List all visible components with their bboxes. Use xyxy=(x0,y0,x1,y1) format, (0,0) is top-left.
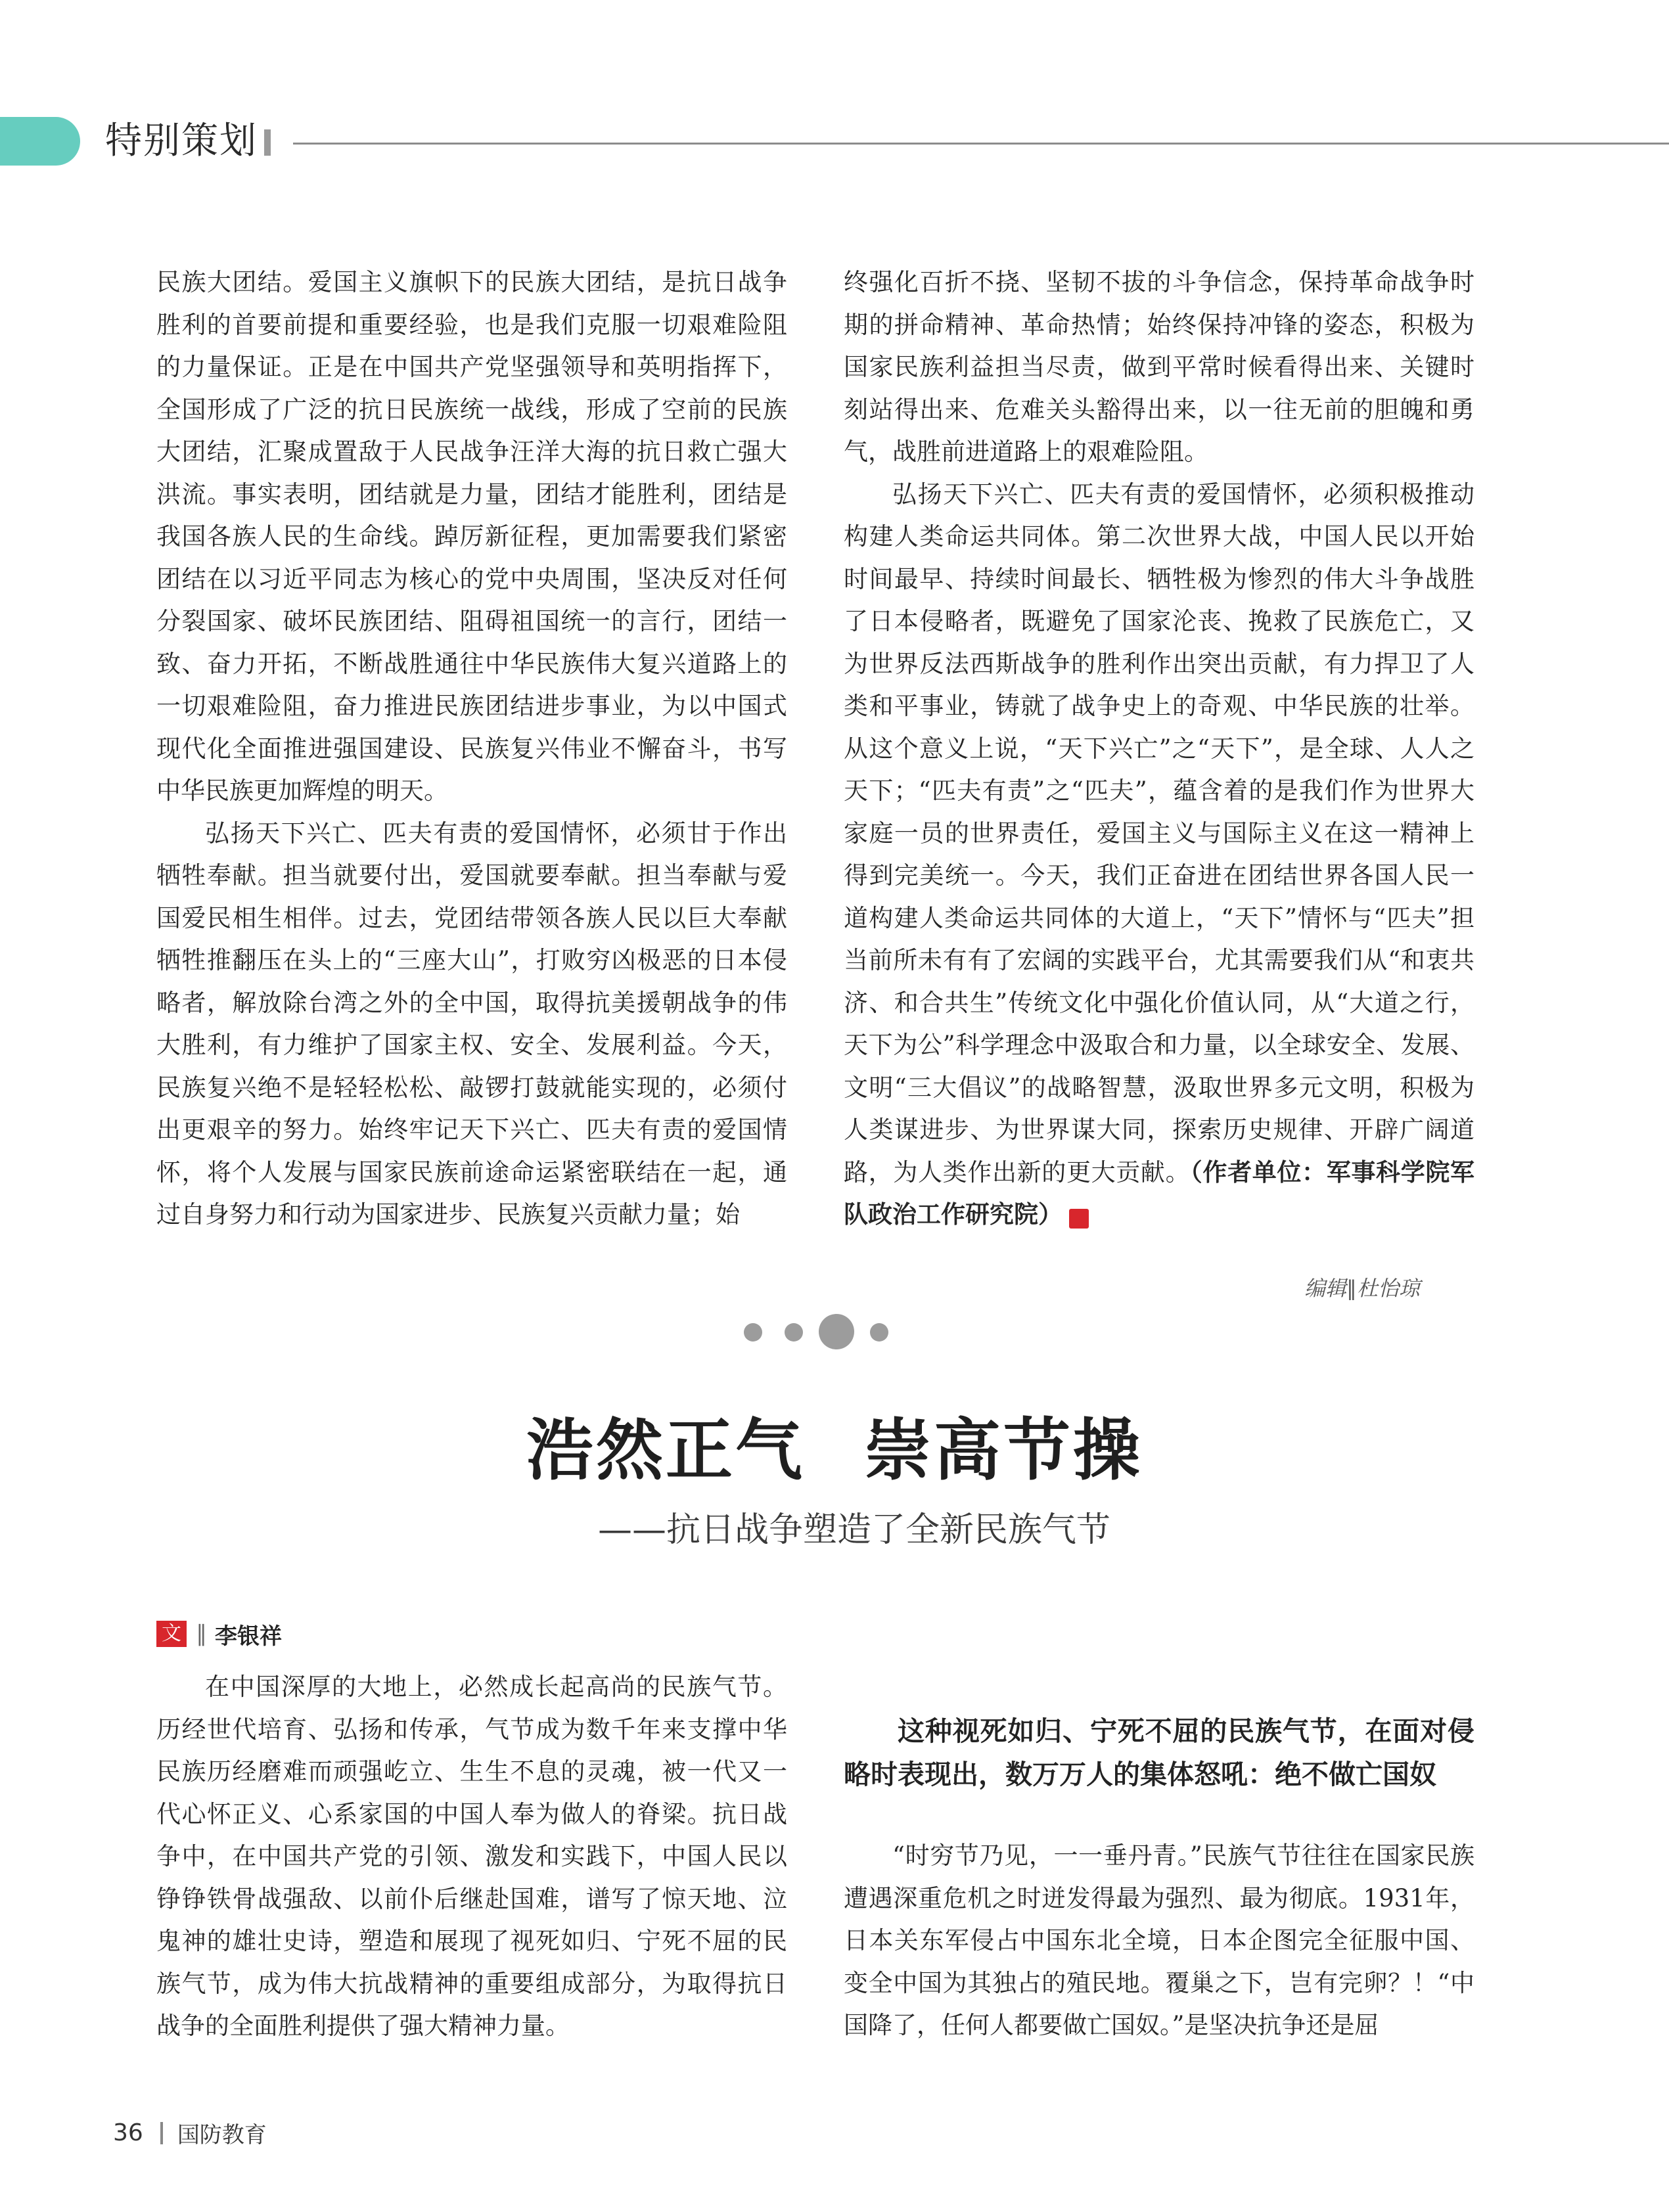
magazine-name: 国防教育 xyxy=(177,2122,267,2148)
page-number: 36 xyxy=(113,2119,143,2146)
article1-left-column xyxy=(156,261,787,1236)
author-byline xyxy=(156,1620,282,1648)
footer-divider xyxy=(160,2122,163,2144)
article-subtitle: ——抗日战争塑造了全新民族气节 xyxy=(597,1510,1110,1550)
article2-paragraph: “时穷节乃见，一一垂丹青。”民族气节往往在国家民族遭遇深重危机之时迸发得最为强烈、最为彻底。1931年，日本关东军侵占中国东北全境，日本企图完全征服中国、变全中国为其独占的殖民地。覆巢之下，岂有完卵？！“中国降了，任何人都要做亡国奴。”是坚决抗争还是屈 xyxy=(844,1841,1475,2039)
section-label: 特别策划 xyxy=(105,120,258,162)
dot-icon xyxy=(870,1323,888,1342)
dot-icon xyxy=(785,1323,803,1342)
section-tab-decoration xyxy=(0,117,80,166)
article2-paragraph: 在中国深厚的大地上，必然成长起高尚的民族气节。历经世代培育、弘扬和传承，气节成为数千年来支撑中华民族历经磨难而顽强屹立、生生不息的灵魂，被一代又一代心怀正义、心系家国的中国人奉为做人的脊梁。抗日战争中，在中国共产党的引领、激发和实践下，中国人民以铮铮铁骨战强敌、以前仆后继赴国难，谱写了惊天地、泣鬼神的雄壮史诗，塑造和展现了视死如归、宁死不屈的民族气节，成为伟大抗战精神的重要组成部分，为取得抗日战争的全面胜利提供了强大精神力量。 xyxy=(156,1673,787,2040)
dot-icon xyxy=(744,1323,762,1342)
article1-paragraph: 民族大团结。爱国主义旗帜下的民族大团结，是抗日战争胜利的首要前提和重要经验，也是我们克服一切艰难险阻的力量保证。正是在中国共产党坚强领导和英明指挥下，全国形成了广泛的抗日民族统一战线，形成了空前的民族大团结，汇聚成置敌于人民战争汪洋大海的抗日救亡强大洪流。事实表明，团结就是力量，团结才能胜利，团结是我国各族人民的生命线。踔厉新征程，更加需要我们紧密团结在以习近平同志为核心的党中央周围，坚决反对任何分裂国家、破坏民族团结、阻碍祖国统一的言行，团结一致、奋力开拓，不断战胜通往中华民族伟大复兴道路上的一切艰难险阻，奋力推进民族团结进步事业，为以中国式现代化全面推进强国建设、民族复兴伟业不懈奋斗，书写中华民族更加辉煌的明天。 xyxy=(156,268,787,805)
dot-icon xyxy=(819,1314,854,1349)
author-affiliation: （作者单位：军事科学院军队政治工作研究院） xyxy=(844,1158,1475,1229)
title-part-a: 浩然正气 xyxy=(526,1412,805,1490)
article1-paragraph: 弘扬天下兴亡、匹夫有责的爱国情怀，必须甘于作出牺牲奉献。担当就要付出，爱国就要奉献。担当奉献与爱国爱民相生相伴。过去，党团结带领各族人民以巨大奉献牺牲推翻压在头上的“三座大山”，打败穷凶极恶的日本侵略者，解放除台湾之外的全中国，取得抗美援朝战争的伟大胜利，有力维护了国家主权、安全、发展利益。今天，民族复兴绝不是轻轻松松、敲锣打鼓就能实现的，必须付出更艰辛的努力。始终牢记天下兴亡、匹夫有责的爱国情怀，将个人发展与国家民族前途命运紧密联结在一起，通过自身努力和行动为国家进步、民族复兴贡献力量；始 xyxy=(156,819,787,1229)
header-divider-bar xyxy=(264,129,271,156)
editor-credit: 编辑∥杜怡琼 xyxy=(1304,1276,1421,1301)
section-heading: 这种视死如归、宁死不屈的民族气节，在面对侵略时表现出，数万万人的集体怒吼：绝不做亡国奴 xyxy=(844,1715,1475,1790)
article1-paragraph xyxy=(844,474,1475,1236)
article1-paragraph: 终强化百折不挠、坚韧不拔的斗争信念，保持革命战争时期的拼命精神、革命热情；始终保持冲锋的姿态，积极为国家民族利益担当尽责，做到平常时候看得出来、关键时刻站得出来、危难关头豁得出来，以一往无前的胆魄和勇气，战胜前进道路上的艰难险阻。 xyxy=(844,268,1475,466)
end-mark-icon: G xyxy=(1069,1209,1089,1229)
header-rule xyxy=(293,143,1669,145)
article2-left-column xyxy=(156,1666,787,2048)
article-title xyxy=(0,1409,1669,1494)
title-part-b: 崇高节操 xyxy=(864,1412,1143,1490)
author-name: 李银祥 xyxy=(215,1623,282,1650)
page-footer xyxy=(113,2117,267,2149)
article2-right-column xyxy=(844,1835,1475,2047)
article1-right-column xyxy=(844,261,1475,1236)
article1-paragraph-text: 弘扬天下兴亡、匹夫有责的爱国情怀，必须积极推动构建人类命运共同体。第二次世界大战，中国人民以开始时间最早、持续时间最长、牺牲极为惨烈的伟大斗争战胜了日本侵略者，既避免了国家沦丧、挽救了民族危亡，又为世界反法西斯战争的胜利作出突出贡献，有力捍卫了人类和平事业，铸就了战争史上的奇观、中华民族的壮举。从这个意义上说，“天下兴亡”之“天下”，是全球、人人之天下；“匹夫有责”之“匹夫”，蕴含着的是我们作为世界大家庭一员的世界责任，爱国主义与国际主义在这一精神上得到完美统一。今天，我们正奋进在团结世界各国人民一道构建人类命运共同体的大道上，“天下”情怀与“匹夫”担当前所未有有了宏阔的实践平台，尤其需要我们从“和衷共济、和合共生”传统文化中强化价值认同，从“大道之行，天下为公”科学理念中汲取合和力量，以全球安全、发展、文明“三大倡议”的战略智慧，汲取世界多元文明，积极为人类谋进步、为世界谋大同，探索历史规律、开辟广阔道路，为人类作出新的更大贡献。 xyxy=(844,480,1475,1186)
author-tag-badge: 文 xyxy=(156,1621,187,1647)
author-separator: ∥ xyxy=(196,1621,207,1647)
